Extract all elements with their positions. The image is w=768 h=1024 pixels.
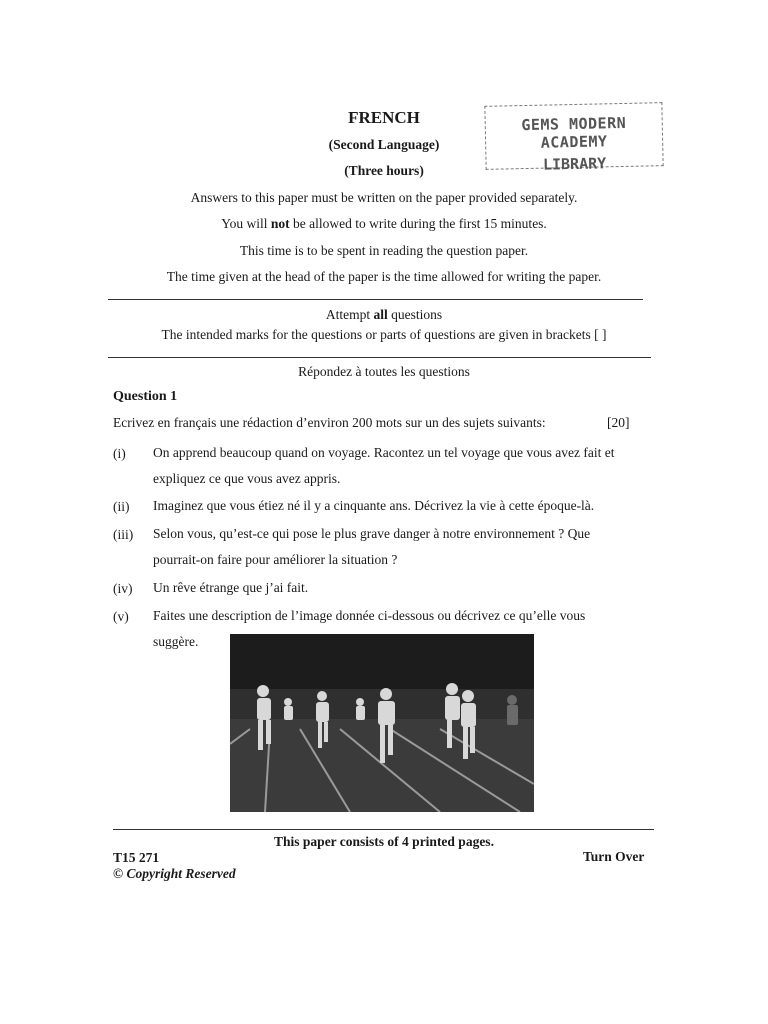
library-stamp [484, 102, 663, 174]
item-text: Selon vous, qu’est-ce qui pose le plus grave danger à notre environnement ? Que pourrait-on faire pour améliorer la situation ? [153, 526, 591, 567]
instruction-line-2 [0, 216, 768, 232]
item-number: (i) [113, 446, 126, 461]
attempt-post: questions [387, 307, 443, 322]
running-race-photo [230, 634, 534, 812]
item-number: (v) [113, 609, 129, 624]
divider-middle [108, 357, 651, 358]
paper-subtitle: (Second Language) [328, 137, 440, 152]
question-heading: Question 1 [113, 389, 178, 404]
item-text: On apprend beaucoup quand on voyage. Racontez un tel voyage que vous avez fait et expliquez ce que vous avez appris. [153, 445, 615, 486]
instruction-line-3: This time is to be spent in reading the question paper. [239, 243, 529, 258]
instruction-line-1: Answers to this paper must be written on the paper provided separately. [190, 190, 578, 205]
french-instruction: Répondez à toutes les questions [298, 364, 470, 379]
instruction-line-2-post: be allowed to write during the first 15 minutes. [289, 216, 547, 231]
paper-code: T15 271 [113, 850, 160, 865]
item-text: Un rêve étrange que j’ai fait. [153, 580, 309, 595]
item-number: (ii) [113, 499, 130, 514]
item-text: Imaginez que vous étiez né il y a cinquante ans. Décrivez la vie à cette époque-là. [153, 498, 595, 513]
race-illustration [230, 634, 534, 812]
stamp-line-1: GEMS MODERN ACADEMY [521, 113, 627, 152]
item-text: Faites une description de l’image donnée ci-dessous ou décrivez ce qu’elle vous suggère. [153, 608, 586, 649]
turn-over: Turn Over [583, 849, 645, 864]
attempt-bold: all [373, 307, 388, 322]
attempt-pre: Attempt [325, 307, 374, 322]
marks-note: The intended marks for the questions or parts of questions are given in brackets [ ] [161, 327, 607, 342]
attempt-all-line [0, 307, 768, 323]
divider-bottom [113, 829, 654, 830]
stamp-line-2: LIBRARY [542, 154, 607, 174]
item-number: (iii) [113, 527, 134, 542]
paper-duration: (Three hours) [344, 163, 424, 178]
copyright: © Copyright Reserved [113, 866, 236, 881]
instruction-line-4: The time given at the head of the paper is the time allowed for writing the paper. [166, 269, 602, 284]
item-number: (iv) [113, 581, 133, 596]
question-marks: [20] [607, 415, 630, 430]
question-prompt: Ecrivez en français une rédaction d’environ 200 mots sur un des sujets suivants: [113, 415, 546, 430]
pages-note: This paper consists of 4 printed pages. [274, 834, 494, 849]
divider-top [108, 299, 643, 300]
instruction-line-2-bold: not [270, 216, 290, 231]
paper-title: FRENCH [348, 108, 420, 127]
instruction-line-2-pre: You will [221, 216, 271, 231]
